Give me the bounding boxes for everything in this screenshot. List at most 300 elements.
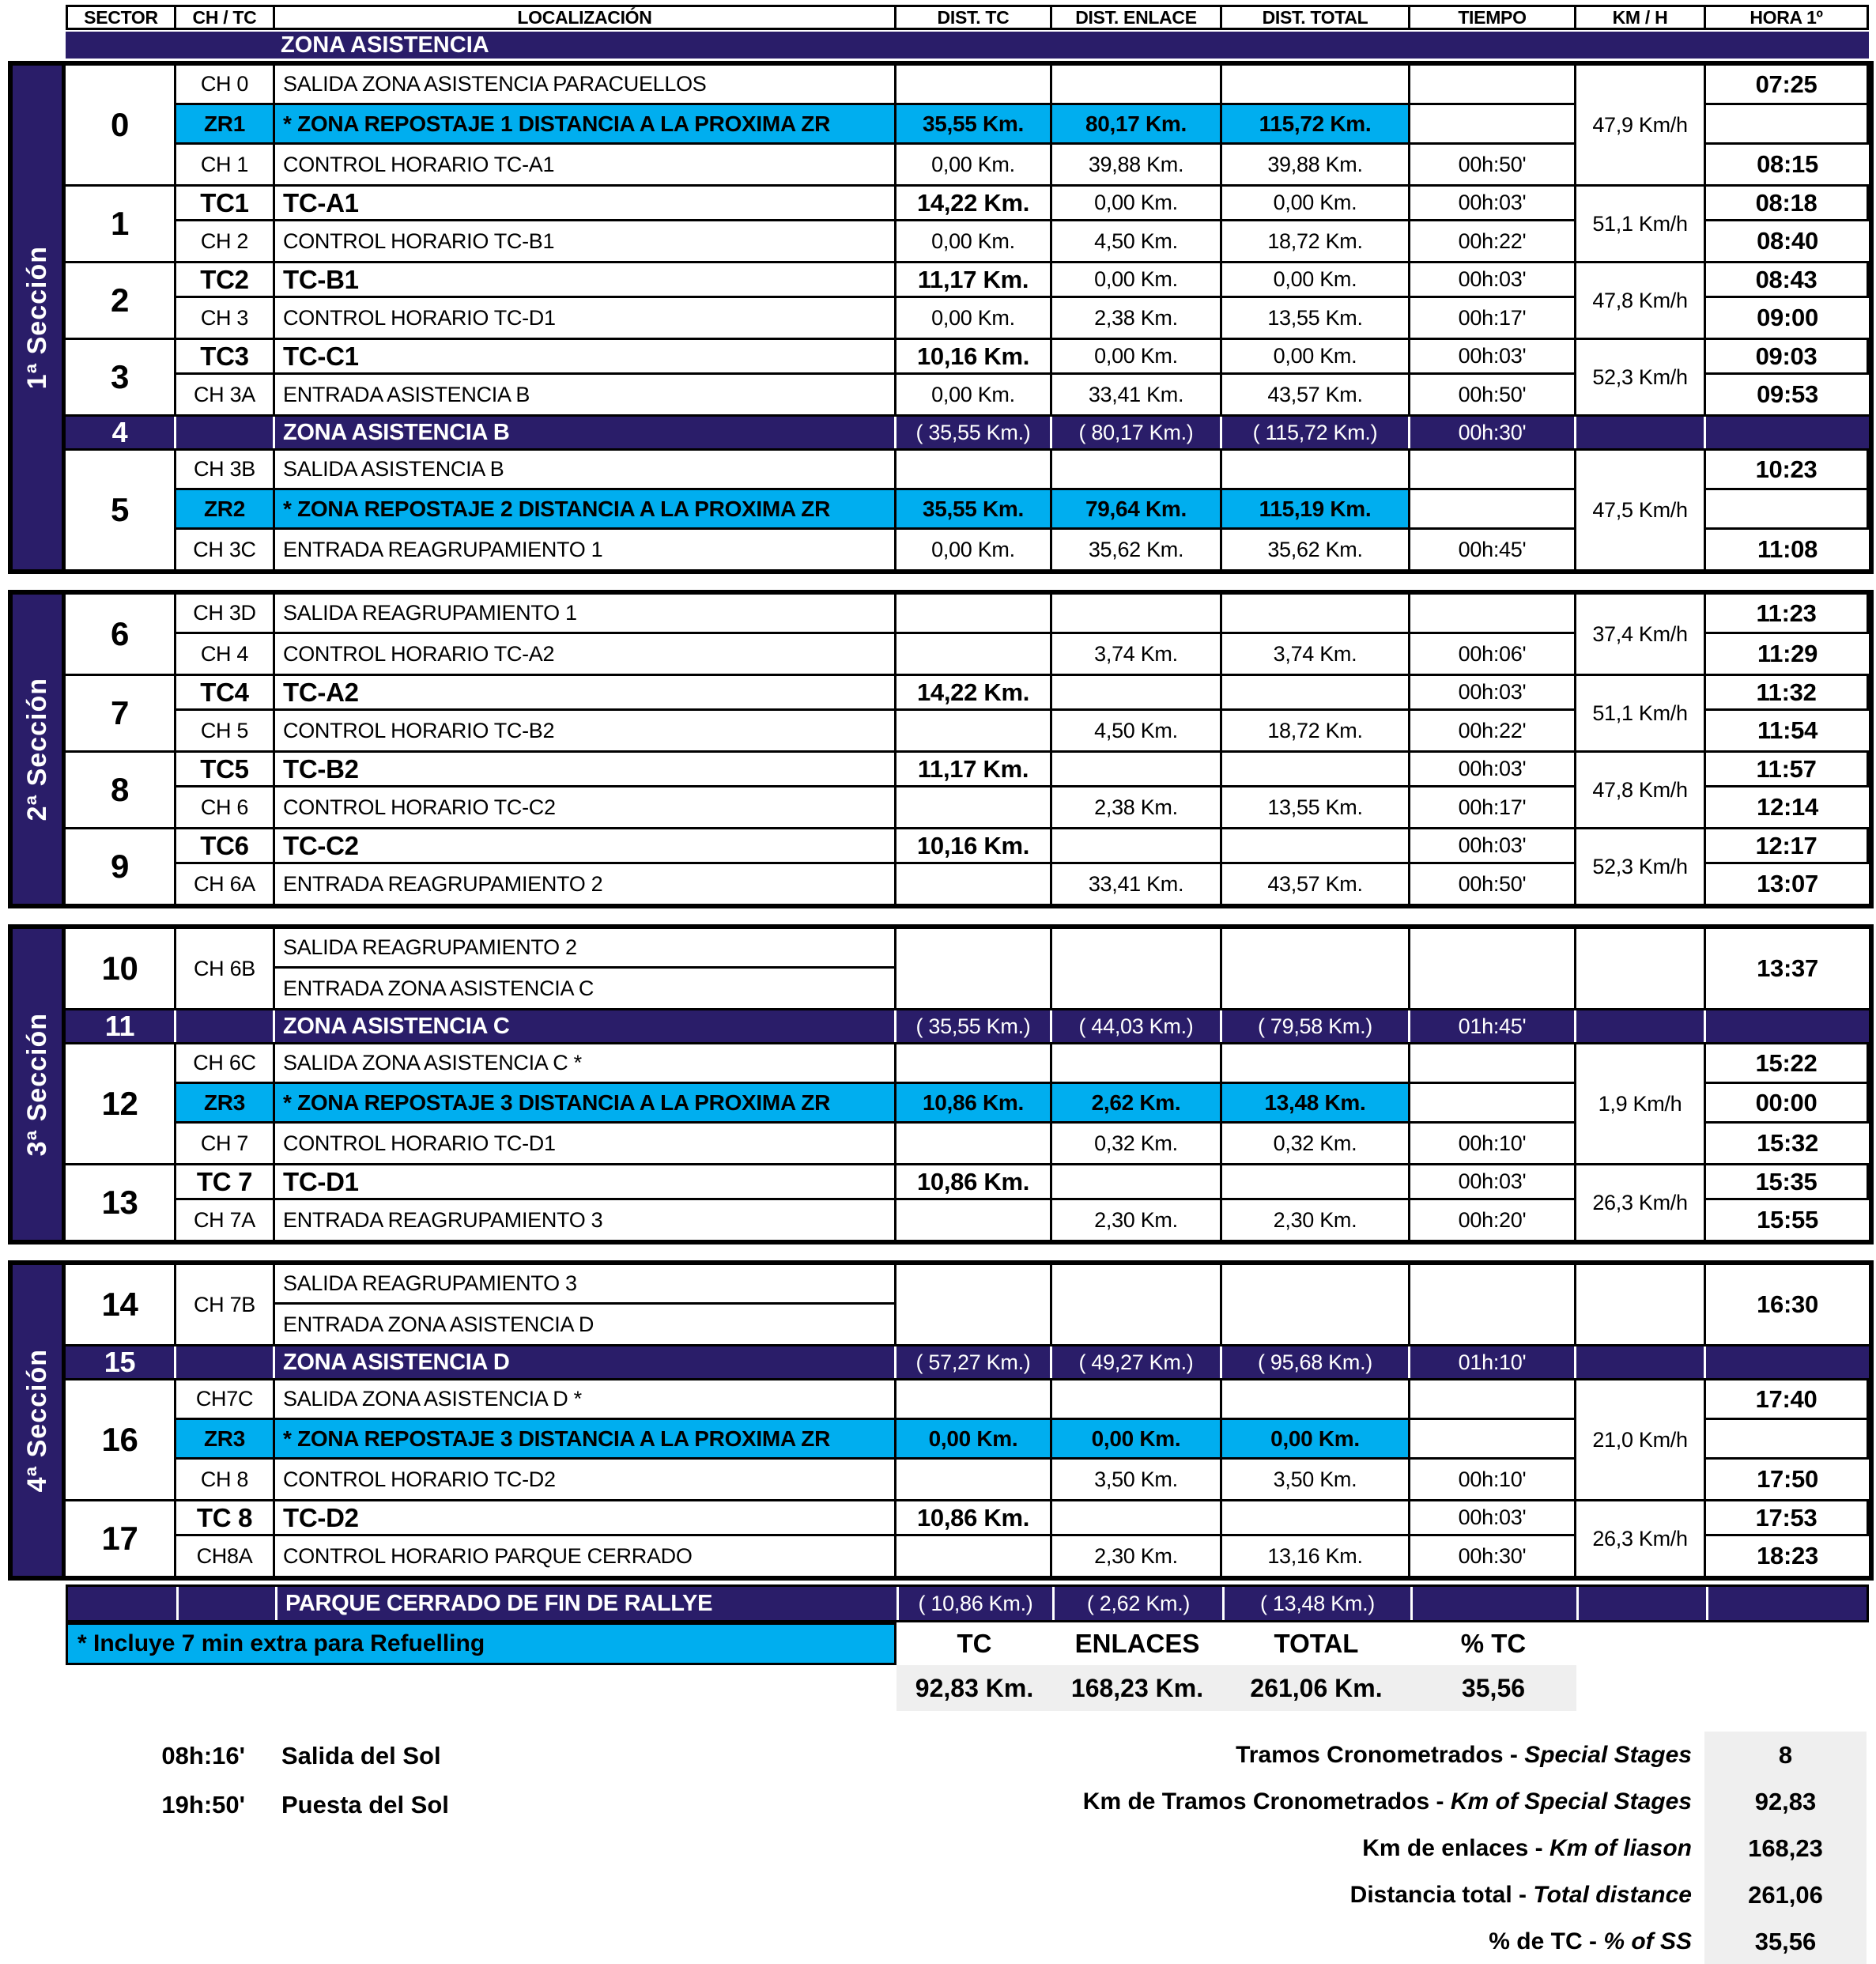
section-label: 3ª Sección — [21, 1012, 52, 1157]
chtc-cell: CH 7A — [176, 1200, 275, 1240]
tiempo-cell: 00h:20' — [1410, 1200, 1576, 1240]
chtc-cell: ZR3 — [176, 1420, 275, 1460]
chtc-cell: CH8A — [176, 1536, 275, 1576]
stat-label-es: Tramos Cronometrados — [1236, 1741, 1504, 1768]
dist-total-cell — [1222, 676, 1410, 711]
chtc-cell: CH 6B — [176, 929, 275, 1008]
dist-tc-cell: 0,00 Km. — [896, 1420, 1052, 1460]
hora-cell: 18:23 — [1757, 1542, 1818, 1569]
sector-cell — [68, 1587, 179, 1620]
hora-cell: 11:32 — [1706, 676, 1869, 711]
kmh-cell: 1,9 Km/h — [1576, 1044, 1706, 1163]
section-label: 4ª Sección — [21, 1348, 52, 1493]
dist-tc-cell: 35,55 Km. — [896, 105, 1052, 145]
localizacion-cell: SALIDA ZONA ASISTENCIA D * — [275, 1380, 896, 1420]
dist-tc-cell: 11,17 Km. — [896, 753, 1052, 787]
localizacion-cell: CONTROL HORARIO TC-B2 — [275, 711, 896, 750]
hora-cell — [1706, 1420, 1869, 1460]
dist-total-cell — [1222, 1165, 1410, 1200]
tiempo-cell — [1410, 451, 1576, 490]
kmh-cell — [1576, 1265, 1706, 1344]
table-header-row — [66, 5, 1876, 30]
sunset-time: 19h:50' — [161, 1791, 245, 1819]
sector-group-0 — [66, 66, 1869, 187]
dist-total-cell: 43,57 Km. — [1222, 375, 1410, 414]
chtc-cell: TC 7 — [176, 1165, 275, 1200]
dist-enlace-cell: 0,00 Km. — [1052, 340, 1222, 375]
stat-value: 168,23 — [1704, 1825, 1867, 1871]
sector-group-9 — [66, 829, 1869, 904]
tiempo-cell: 00h:30' — [1410, 417, 1576, 448]
kmh-cell: 51,1 Km/h — [1576, 187, 1706, 261]
hora-cell: 17:50 — [1757, 1465, 1818, 1493]
localizacion-cell: ZONA ASISTENCIA D — [275, 1346, 896, 1378]
sunset-row — [103, 1781, 449, 1830]
totals-value-3: 35,56 — [1461, 1673, 1526, 1702]
stat-label-en: Total distance — [1533, 1881, 1692, 1908]
tiempo-cell: 00h:03' — [1410, 187, 1576, 221]
localizacion-cell: ENTRADA ASISTENCIA B — [275, 375, 896, 414]
dist-enlace-cell: 35,62 Km. — [1052, 530, 1222, 569]
dist-total-cell: 18,72 Km. — [1222, 221, 1410, 261]
dist-tc-cell — [896, 929, 1052, 1008]
hora-cell: 09:00 — [1757, 304, 1818, 331]
dist-enlace-cell: 79,64 Km. — [1052, 490, 1222, 530]
sunrise-row — [103, 1732, 449, 1781]
hora-cell: 00:00 — [1706, 1084, 1869, 1124]
totals-values-row — [896, 1665, 1576, 1711]
localizacion-cell: SALIDA REAGRUPAMIENTO 3 — [275, 1265, 896, 1305]
dist-enlace-cell — [1052, 929, 1222, 1008]
dist-tc-cell — [896, 1200, 1052, 1240]
stat-label-en: Km of liason — [1549, 1834, 1692, 1861]
localizacion-cell: ZONA ASISTENCIA B — [275, 417, 896, 448]
dist-tc-cell: ( 57,27 Km.) — [896, 1346, 1052, 1378]
kmh-cell: 47,8 Km/h — [1576, 753, 1706, 827]
stat-label: % de TC - % of SS — [1489, 1928, 1692, 1955]
refuelling-note-row — [66, 1622, 1876, 1665]
tiempo-cell — [1413, 1587, 1579, 1620]
dist-total-cell — [1222, 451, 1410, 490]
chtc-cell: CH 2 — [176, 221, 275, 261]
sector-group-1 — [66, 187, 1869, 263]
tiempo-cell: 00h:03' — [1410, 676, 1576, 711]
dist-enlace-cell — [1052, 1501, 1222, 1536]
localizacion-cell: CONTROL HORARIO TC-D1 — [275, 298, 896, 338]
sector-group-5 — [66, 451, 1869, 569]
tiempo-cell — [1410, 1084, 1576, 1124]
sector-number: 5 — [66, 451, 176, 569]
dist-total-cell: 13,48 Km. — [1222, 1084, 1410, 1124]
dist-tc-cell: 10,86 Km. — [896, 1165, 1052, 1200]
hora-cell: 15:55 — [1757, 1206, 1818, 1233]
section-label-strip — [13, 1265, 66, 1576]
tiempo-cell: 00h:22' — [1410, 711, 1576, 750]
dist-tc-cell — [896, 1044, 1052, 1084]
hora-cell: 08:15 — [1757, 150, 1818, 178]
sector-number: 9 — [66, 829, 176, 904]
kmh-cell: 52,3 Km/h — [1576, 340, 1706, 414]
chtc-cell: ZR2 — [176, 490, 275, 530]
dist-total-cell: 0,00 Km. — [1222, 263, 1410, 298]
sector-number: 4 — [66, 417, 176, 448]
tiempo-cell — [1410, 929, 1576, 1008]
dist-enlace-cell — [1052, 451, 1222, 490]
sector-group-14 — [66, 1265, 1869, 1346]
localizacion-cell: ENTRADA REAGRUPAMIENTO 3 — [275, 1200, 896, 1240]
dist-total-cell: 2,30 Km. — [1222, 1200, 1410, 1240]
hora-cell — [1706, 1346, 1869, 1378]
dist-tc-cell: 0,00 Km. — [896, 530, 1052, 569]
dist-tc-cell: 10,16 Km. — [896, 340, 1052, 375]
sector-group-7 — [66, 676, 1869, 753]
chtc-cell: CH 0 — [176, 66, 275, 105]
tiempo-cell: 00h:06' — [1410, 634, 1576, 674]
tiempo-cell — [1410, 595, 1576, 634]
hora-cell: 15:22 — [1706, 1044, 1869, 1084]
dist-total-cell: 0,00 Km. — [1222, 1420, 1410, 1460]
stat-label: Distancia total - Total distance — [1349, 1881, 1692, 1908]
tiempo-cell — [1410, 1265, 1576, 1344]
dist-enlace-cell: 2,30 Km. — [1052, 1536, 1222, 1576]
stat-row-0 — [633, 1732, 1867, 1778]
totals-header — [896, 1622, 1576, 1665]
totals-header-total: TOTAL — [1274, 1629, 1359, 1658]
dist-total-cell — [1222, 1501, 1410, 1536]
tiempo-cell: 00h:10' — [1410, 1460, 1576, 1499]
tiempo-cell: 00h:50' — [1410, 145, 1576, 184]
sector-number: 1 — [66, 187, 176, 261]
chtc-cell — [176, 417, 275, 448]
dist-enlace-cell: 33,41 Km. — [1052, 375, 1222, 414]
tiempo-cell: 00h:03' — [1410, 753, 1576, 787]
hora-cell — [1706, 417, 1869, 448]
hora-cell: 09:53 — [1757, 380, 1818, 408]
stat-label-es: Km de enlaces — [1362, 1834, 1529, 1861]
dist-total-cell: 39,88 Km. — [1222, 145, 1410, 184]
dist-enlace-cell: ( 80,17 Km.) — [1052, 417, 1222, 448]
chtc-cell: CH 8 — [176, 1460, 275, 1499]
tiempo-cell — [1410, 1044, 1576, 1084]
hora-cell: 11:08 — [1757, 535, 1818, 563]
dist-tc-cell: ( 35,55 Km.) — [896, 417, 1052, 448]
sector-number: 10 — [66, 929, 176, 1008]
column-header-3: DIST. TC — [896, 5, 1052, 30]
column-header-6: TIEMPO — [1410, 5, 1576, 30]
localizacion-cell: * ZONA REPOSTAJE 3 DISTANCIA A LA PROXIMA ZR — [275, 1420, 896, 1460]
hora-cell: 10:23 — [1706, 451, 1869, 490]
chtc-cell: CH 3C — [176, 530, 275, 569]
sunrise-time: 08h:16' — [161, 1742, 245, 1769]
localizacion-cell: TC-B2 — [275, 753, 896, 787]
column-header-2: LOCALIZACIÓN — [275, 5, 896, 30]
localizacion-cell: CONTROL HORARIO TC-A2 — [275, 634, 896, 674]
sector-number: 14 — [66, 1265, 176, 1344]
sector-number: 17 — [66, 1501, 176, 1576]
stat-row-4 — [633, 1918, 1867, 1964]
tiempo-cell: 00h:03' — [1410, 1501, 1576, 1536]
hora-cell — [1708, 1587, 1871, 1620]
sector-number: 15 — [66, 1346, 176, 1378]
section-block-2 — [8, 590, 1874, 908]
sun-times — [103, 1732, 449, 1830]
hora-cell: 11:29 — [1757, 640, 1818, 667]
dist-total-cell: ( 95,68 Km.) — [1222, 1346, 1410, 1378]
dist-total-cell: 43,57 Km. — [1222, 864, 1410, 904]
chtc-cell: ZR3 — [176, 1084, 275, 1124]
stat-label-en: Special Stages — [1524, 1741, 1692, 1768]
dist-tc-cell: 0,00 Km. — [896, 298, 1052, 338]
localizacion-cell: SALIDA REAGRUPAMIENTO 1 — [275, 595, 896, 634]
sector-group-11 — [66, 1010, 1869, 1044]
dist-total-cell — [1222, 1380, 1410, 1420]
localizacion-cell: SALIDA ZONA ASISTENCIA C * — [275, 1044, 896, 1084]
localizacion-cell: CONTROL HORARIO TC-D1 — [275, 1124, 896, 1163]
chtc-cell: CH 6 — [176, 787, 275, 827]
chtc-cell: CH 4 — [176, 634, 275, 674]
dist-total-cell: 0,00 Km. — [1222, 340, 1410, 375]
dist-tc-cell: 11,17 Km. — [896, 263, 1052, 298]
dist-enlace-cell: 0,00 Km. — [1052, 263, 1222, 298]
dist-enlace-cell: 2,30 Km. — [1052, 1200, 1222, 1240]
localizacion-cell: SALIDA REAGRUPAMIENTO 2 — [275, 929, 896, 969]
dist-tc-cell: 10,16 Km. — [896, 829, 1052, 864]
dist-tc-cell — [896, 787, 1052, 827]
dist-tc-cell — [896, 66, 1052, 105]
section-groups — [66, 1265, 1869, 1576]
localizacion-cell: TC-B1 — [275, 263, 896, 298]
totals-header-tc: TC — [957, 1629, 992, 1658]
localizacion-cell: TC-C1 — [275, 340, 896, 375]
kmh-cell: 26,3 Km/h — [1576, 1165, 1706, 1240]
column-header-7: KM / H — [1576, 5, 1706, 30]
hora-cell: 15:35 — [1706, 1165, 1869, 1200]
section-groups — [66, 66, 1869, 569]
dist-enlace-cell: 0,00 Km. — [1052, 187, 1222, 221]
stat-label-es: Km de Tramos Cronometrados — [1082, 1788, 1430, 1815]
dist-tc-cell: 14,22 Km. — [896, 187, 1052, 221]
hora-cell: 11:57 — [1706, 753, 1869, 787]
dist-tc-cell — [896, 1460, 1052, 1499]
dist-tc-cell: 14,22 Km. — [896, 676, 1052, 711]
chtc-cell: TC1 — [176, 187, 275, 221]
tiempo-cell: 00h:10' — [1410, 1124, 1576, 1163]
hora-cell — [1706, 1010, 1869, 1042]
dist-tc-cell: 10,86 Km. — [896, 1084, 1052, 1124]
hora-cell — [1706, 490, 1869, 530]
hora-cell: 15:32 — [1757, 1129, 1818, 1157]
kmh-cell: 51,1 Km/h — [1576, 676, 1706, 750]
hora-cell: 08:43 — [1706, 263, 1869, 298]
sector-number: 0 — [66, 66, 176, 184]
section-block-4 — [8, 1260, 1874, 1581]
section-label-strip — [13, 595, 66, 904]
dist-enlace-cell: 39,88 Km. — [1052, 145, 1222, 184]
dist-tc-cell: 10,86 Km. — [896, 1501, 1052, 1536]
dist-enlace-cell — [1052, 753, 1222, 787]
hora-cell: 17:40 — [1706, 1380, 1869, 1420]
dist-tc-cell — [896, 595, 1052, 634]
tiempo-cell — [1410, 1420, 1576, 1460]
kmh-cell — [1576, 1346, 1706, 1378]
dist-enlace-cell: 3,74 Km. — [1052, 634, 1222, 674]
kmh-cell — [1579, 1587, 1708, 1620]
chtc-cell: TC3 — [176, 340, 275, 375]
chtc-cell: TC5 — [176, 753, 275, 787]
hora-cell: 12:14 — [1757, 793, 1818, 821]
kmh-cell — [1576, 417, 1706, 448]
dist-total-cell: 13,55 Km. — [1222, 787, 1410, 827]
tiempo-cell — [1410, 490, 1576, 530]
tiempo-cell — [1410, 105, 1576, 145]
kmh-cell: 47,9 Km/h — [1576, 66, 1706, 184]
sunrise-label: Salida del Sol — [281, 1742, 441, 1769]
localizacion-cell: CONTROL HORARIO TC-C2 — [275, 787, 896, 827]
chtc-cell: CH 3A — [176, 375, 275, 414]
tiempo-cell: 00h:30' — [1410, 1536, 1576, 1576]
localizacion-cell: TC-A1 — [275, 187, 896, 221]
section-block-1 — [8, 61, 1874, 574]
dist-enlace-cell: ( 2,62 Km.) — [1055, 1587, 1225, 1620]
sector-number: 6 — [66, 595, 176, 674]
dist-total-cell: 0,32 Km. — [1222, 1124, 1410, 1163]
dist-tc-cell — [896, 1265, 1052, 1344]
totals-value-2: 261,06 Km. — [1250, 1673, 1383, 1702]
localizacion-cell: CONTROL HORARIO PARQUE CERRADO — [275, 1536, 896, 1576]
dist-tc-cell — [896, 1536, 1052, 1576]
totals-value-0: 92,83 Km. — [915, 1673, 1034, 1702]
parque-cerrado-row — [66, 1584, 1869, 1622]
section-label: 1ª Sección — [21, 245, 52, 390]
dist-tc-cell — [896, 451, 1052, 490]
localizacion-cell: SALIDA ZONA ASISTENCIA PARACUELLOS — [275, 66, 896, 105]
dist-total-cell: 115,72 Km. — [1222, 105, 1410, 145]
dist-enlace-cell: 2,38 Km. — [1052, 787, 1222, 827]
stat-label: Tramos Cronometrados - Special Stages — [1236, 1741, 1692, 1768]
hora-cell: 17:53 — [1706, 1501, 1869, 1536]
kmh-cell: 47,5 Km/h — [1576, 451, 1706, 569]
hora-cell: 11:54 — [1757, 716, 1818, 744]
stat-label-en: Km of Special Stages — [1450, 1788, 1692, 1815]
dist-tc-cell — [896, 1380, 1052, 1420]
dist-tc-cell — [896, 634, 1052, 674]
tiempo-cell: 01h:10' — [1410, 1346, 1576, 1378]
dist-tc-cell: 0,00 Km. — [896, 375, 1052, 414]
zona-asistencia-banner: ZONA ASISTENCIA — [66, 32, 1869, 59]
dist-total-cell: 3,74 Km. — [1222, 634, 1410, 674]
section-groups — [66, 595, 1869, 904]
localizacion-cell: CONTROL HORARIO TC-D2 — [275, 1460, 896, 1499]
chtc-cell: TC6 — [176, 829, 275, 864]
localizacion-cell: TC-D2 — [275, 1501, 896, 1536]
kmh-cell: 26,3 Km/h — [1576, 1501, 1706, 1576]
tiempo-cell: 00h:50' — [1410, 375, 1576, 414]
dist-total-cell — [1222, 66, 1410, 105]
dist-total-cell: ( 13,48 Km.) — [1225, 1587, 1413, 1620]
stat-label: Km de Tramos Cronometrados - Km of Special Stages — [1082, 1788, 1692, 1815]
tiempo-cell: 00h:03' — [1410, 1165, 1576, 1200]
dist-enlace-cell: ( 49,27 Km.) — [1052, 1346, 1222, 1378]
localizacion-cell: ENTRADA REAGRUPAMIENTO 1 — [275, 530, 896, 569]
sector-group-4 — [66, 417, 1869, 451]
hora-cell — [1706, 105, 1869, 145]
hora-cell: 09:03 — [1706, 340, 1869, 375]
hora-cell: 16:30 — [1757, 1290, 1818, 1318]
dist-enlace-cell: 4,50 Km. — [1052, 221, 1222, 261]
dist-enlace-cell: 3,50 Km. — [1052, 1460, 1222, 1499]
chtc-cell: CH 1 — [176, 145, 275, 184]
dist-enlace-cell: 2,62 Km. — [1052, 1084, 1222, 1124]
dist-total-cell: ( 79,58 Km.) — [1222, 1010, 1410, 1042]
localizacion-cell: TC-D1 — [275, 1165, 896, 1200]
section-block-3 — [8, 924, 1874, 1244]
totals-value-1: 168,23 Km. — [1070, 1673, 1204, 1702]
stat-label-es: % de TC — [1489, 1928, 1583, 1955]
hora-cell: 12:17 — [1706, 829, 1869, 864]
dist-enlace-cell: ( 44,03 Km.) — [1052, 1010, 1222, 1042]
hora-cell: 13:07 — [1757, 870, 1818, 897]
dist-enlace-cell: 2,38 Km. — [1052, 298, 1222, 338]
stat-value: 8 — [1704, 1732, 1867, 1778]
section-label-strip — [13, 929, 66, 1240]
dist-total-cell — [1222, 1044, 1410, 1084]
dist-tc-cell — [896, 1124, 1052, 1163]
dist-enlace-cell — [1052, 595, 1222, 634]
column-header-5: DIST. TOTAL — [1222, 5, 1410, 30]
tiempo-cell: 00h:03' — [1410, 340, 1576, 375]
hora-cell: 08:40 — [1757, 227, 1818, 255]
dist-enlace-cell — [1052, 1165, 1222, 1200]
sector-number: 7 — [66, 676, 176, 750]
column-header-8: HORA 1º — [1706, 5, 1869, 30]
totals-header-tc: % TC — [1460, 1629, 1527, 1658]
dist-tc-cell: 0,00 Km. — [896, 221, 1052, 261]
sector-group-17 — [66, 1501, 1869, 1576]
dist-tc-cell: 0,00 Km. — [896, 145, 1052, 184]
dist-total-cell: 13,16 Km. — [1222, 1536, 1410, 1576]
dist-total-cell: 18,72 Km. — [1222, 711, 1410, 750]
localizacion-cell: TC-C2 — [275, 829, 896, 864]
section-groups — [66, 929, 1869, 1240]
dist-total-cell: 13,55 Km. — [1222, 298, 1410, 338]
chtc-cell — [179, 1587, 277, 1620]
tiempo-cell — [1410, 1380, 1576, 1420]
localizacion-cell: TC-A2 — [275, 676, 896, 711]
totals-header-enlaces: ENLACES — [1074, 1629, 1200, 1658]
dist-total-cell: ( 115,72 Km.) — [1222, 417, 1410, 448]
chtc-cell: TC 8 — [176, 1501, 275, 1536]
kmh-cell: 52,3 Km/h — [1576, 829, 1706, 904]
localizacion-cell: ZONA ASISTENCIA C — [275, 1010, 896, 1042]
kmh-cell — [1576, 929, 1706, 1008]
dist-enlace-cell — [1052, 66, 1222, 105]
kmh-cell: 37,4 Km/h — [1576, 595, 1706, 674]
sector-group-2 — [66, 263, 1869, 340]
hora-cell: 08:18 — [1706, 187, 1869, 221]
sector-number: 2 — [66, 263, 176, 338]
dist-total-cell: 0,00 Km. — [1222, 187, 1410, 221]
dist-enlace-cell: 33,41 Km. — [1052, 864, 1222, 904]
tiempo-cell: 00h:45' — [1410, 530, 1576, 569]
section-label: 2ª Sección — [21, 677, 52, 821]
stat-label-en: % of SS — [1603, 1928, 1692, 1955]
localizacion-cell: * ZONA REPOSTAJE 3 DISTANCIA A LA PROXIMA ZR — [275, 1084, 896, 1124]
localizacion-cell: ENTRADA REAGRUPAMIENTO 2 — [275, 864, 896, 904]
sector-group-8 — [66, 753, 1869, 829]
dist-enlace-cell — [1052, 676, 1222, 711]
chtc-cell — [176, 1010, 275, 1042]
dist-total-cell — [1222, 1265, 1410, 1344]
